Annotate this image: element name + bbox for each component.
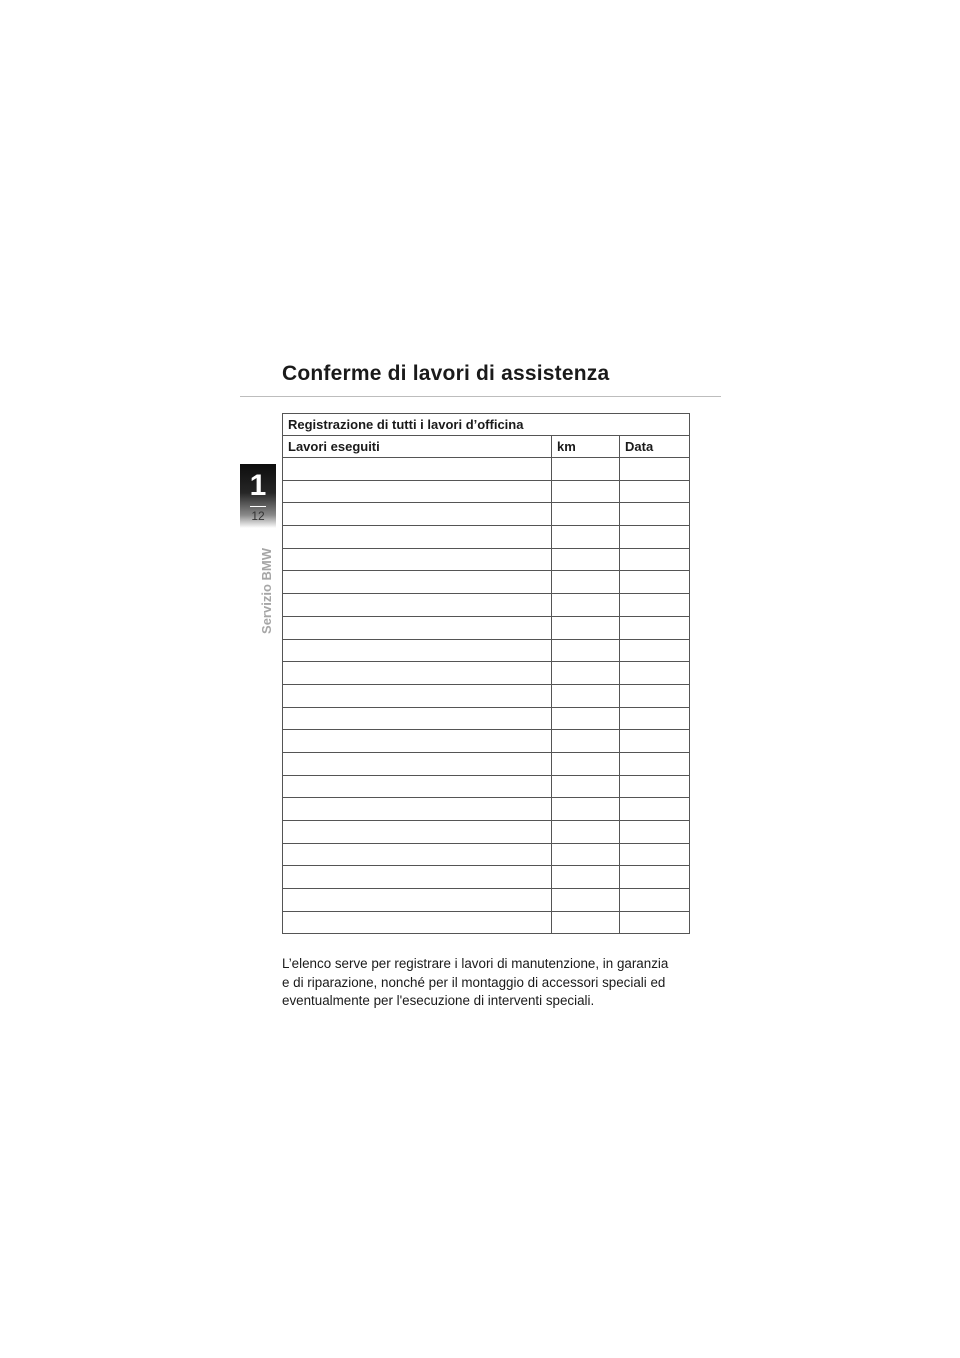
- chapter-number: 1: [249, 469, 267, 502]
- work-cell: [283, 821, 552, 844]
- km-cell: [552, 707, 620, 730]
- table-row: [283, 730, 690, 753]
- date-cell: [620, 730, 690, 753]
- date-cell: [620, 821, 690, 844]
- table-row: [283, 458, 690, 481]
- table-row: [283, 775, 690, 798]
- work-cell: [283, 911, 552, 934]
- table-row: [283, 798, 690, 821]
- table-row: [283, 684, 690, 707]
- date-cell: [620, 548, 690, 571]
- work-cell: [283, 480, 552, 503]
- date-cell: [620, 911, 690, 934]
- km-cell: [552, 889, 620, 912]
- km-cell: [552, 548, 620, 571]
- date-cell: [620, 571, 690, 594]
- date-cell: [620, 639, 690, 662]
- work-cell: [283, 639, 552, 662]
- table-row: [283, 594, 690, 617]
- work-cell: [283, 798, 552, 821]
- work-cell: [283, 775, 552, 798]
- section-label: Servizio BMW: [259, 548, 274, 634]
- km-cell: [552, 480, 620, 503]
- km-cell: [552, 458, 620, 481]
- header-km: km: [552, 436, 620, 458]
- work-cell: [283, 548, 552, 571]
- date-cell: [620, 480, 690, 503]
- header-date: Data: [620, 436, 690, 458]
- work-cell: [283, 684, 552, 707]
- page-number: 12: [251, 509, 265, 523]
- work-cell: [283, 458, 552, 481]
- km-cell: [552, 639, 620, 662]
- work-cell: [283, 752, 552, 775]
- km-cell: [552, 911, 620, 934]
- km-cell: [552, 526, 620, 549]
- table-row: [283, 911, 690, 934]
- table-row: [283, 866, 690, 889]
- page-title: Conferme di lavori di assistenza: [282, 362, 610, 385]
- km-cell: [552, 662, 620, 685]
- date-cell: [620, 798, 690, 821]
- work-cell: [283, 526, 552, 549]
- table-row: [283, 480, 690, 503]
- table-header-row: [283, 436, 690, 458]
- work-cell: [283, 571, 552, 594]
- table-row: [283, 503, 690, 526]
- date-cell: [620, 775, 690, 798]
- date-cell: [620, 752, 690, 775]
- date-cell: [620, 684, 690, 707]
- work-cell: [283, 503, 552, 526]
- description-line: e di riparazione, nonché per il montaggio di accessori speciali ed: [282, 974, 666, 990]
- km-cell: [552, 866, 620, 889]
- table-title: Registrazione di tutti i lavori d’officina: [283, 414, 690, 436]
- km-cell: [552, 752, 620, 775]
- table-row: [283, 752, 690, 775]
- km-cell: [552, 730, 620, 753]
- date-cell: [620, 866, 690, 889]
- km-cell: [552, 571, 620, 594]
- table-row: [283, 548, 690, 571]
- work-cell: [283, 843, 552, 866]
- work-cell: [283, 616, 552, 639]
- date-cell: [620, 616, 690, 639]
- date-cell: [620, 526, 690, 549]
- work-cell: [283, 730, 552, 753]
- work-cell: [283, 889, 552, 912]
- work-cell: [283, 707, 552, 730]
- date-cell: [620, 503, 690, 526]
- date-cell: [620, 458, 690, 481]
- date-cell: [620, 843, 690, 866]
- table-row: [283, 821, 690, 844]
- km-cell: [552, 594, 620, 617]
- title-divider: [240, 396, 721, 397]
- table-row: [283, 571, 690, 594]
- description-line: L’elenco serve per registrare i lavori di manutenzione, in garanzia: [282, 956, 669, 971]
- work-cell: [283, 594, 552, 617]
- km-cell: [552, 775, 620, 798]
- chapter-tab: [240, 464, 276, 528]
- chapter-divider: [250, 506, 266, 507]
- table-row: [283, 707, 690, 730]
- date-cell: [620, 594, 690, 617]
- km-cell: [552, 503, 620, 526]
- work-cell: [283, 866, 552, 889]
- km-cell: [552, 684, 620, 707]
- table-row: [283, 616, 690, 639]
- header-work: Lavori eseguiti: [283, 436, 552, 458]
- description-line: eventualmente per l'esecuzione di interventi speciali.: [282, 993, 595, 1008]
- km-cell: [552, 616, 620, 639]
- date-cell: [620, 707, 690, 730]
- km-cell: [552, 821, 620, 844]
- table-row: [283, 843, 690, 866]
- date-cell: [620, 889, 690, 912]
- work-cell: [283, 662, 552, 685]
- table-row: [283, 889, 690, 912]
- km-cell: [552, 798, 620, 821]
- table-row: [283, 662, 690, 685]
- table-row: [283, 639, 690, 662]
- table-title-row: [283, 414, 690, 436]
- km-cell: [552, 843, 620, 866]
- description-paragraph: [282, 955, 702, 1011]
- date-cell: [620, 662, 690, 685]
- service-log-table: [282, 413, 690, 934]
- table-row: [283, 526, 690, 549]
